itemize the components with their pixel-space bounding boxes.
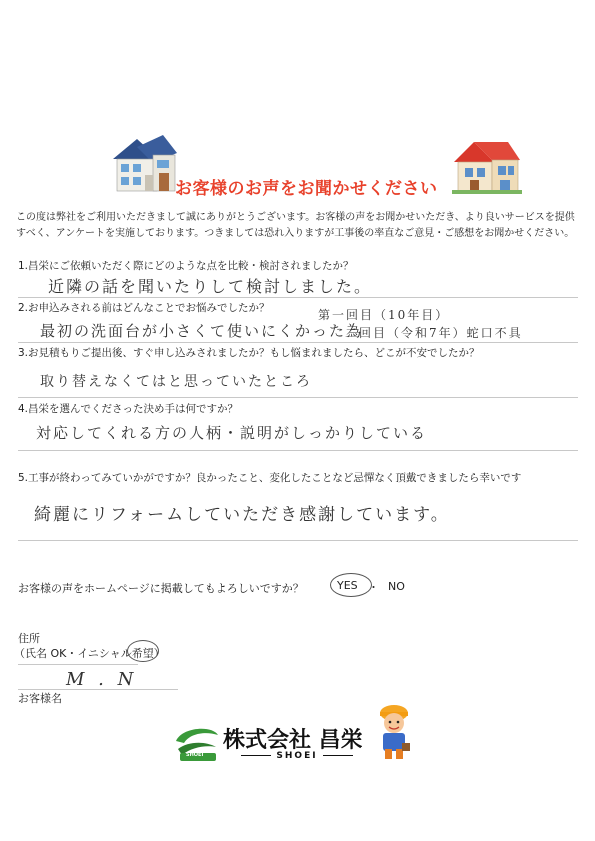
answer-3: 取り替えなくてはと思っていたところ [40,374,312,390]
company-romaji-text: SHOEI [276,751,318,761]
address-underline [18,664,138,665]
question-3: 3.お見積もりご提出後、すぐ申し込みされましたか？もし悩まれましたら、どこが不安でしたか？ [18,347,480,359]
mascot-worker-icon [374,703,414,763]
customer-initials: M . N [66,669,138,690]
divider [18,450,578,451]
name-option-text: （氏名 OK・イニシャル希望） [14,647,165,660]
address-label: 住所 [18,632,40,645]
yes-option: YES [337,579,358,592]
answer-1: 近隣の話を聞いたりして検討しました。 [48,277,373,296]
answer-2: 最初の洗面台が小さくて使いにくかった為 [40,322,364,340]
question-2: 2.お申込みされる前はどんなことでお悩みでしたか？ [18,302,270,314]
no-option: NO [388,580,405,593]
answer-4: 対応してくれる方の人柄・説明がしっかりしている [36,424,428,442]
question-1: 1.昌栄にご依頼いただく際にどのような点を比較・検討されましたか？ [18,260,354,272]
answer-2-note-1: 第一回目（10年目） [318,308,450,322]
answer-2-note-2: 二回目（令和7年）蛇口不具 [345,326,523,340]
permission-question: お客様の声をホームページに掲載してもよろしいですか？ [18,582,304,595]
intro-line-1: この度は弊社をご利用いただきまして誠にありがとうございます。お客様の声をお聞かせいただき、より良いサービスを提供 [16,212,575,223]
company-name: 株式会社 昌栄 [223,728,363,753]
page-title: お客様のお声をお聞かせください [175,179,438,199]
option-separator: ・ [368,581,379,594]
customer-name-label: お客様名 [18,692,62,705]
intro-line-2: すべく、アンケートを実施しております。つきましては恐れ入りますが工事後の率直なご意見・ご感想をお聞かせください。 [16,228,575,239]
company-romaji [222,751,372,761]
answer-5: 綺麗にリフォームしていただき感謝しています。 [34,505,450,525]
logo-small-text: SHOEI [186,752,204,758]
question-5: 5.工事が終わってみていかがですか？良かったこと、変化したことなど忌憚なく頂戴できましたら幸いです [18,472,522,484]
question-4: 4.昌栄を選んでくださった決め手は何ですか？ [18,403,239,415]
house-illustration-right [450,136,522,196]
intro-text [16,210,581,242]
divider [18,540,578,541]
divider [18,397,578,398]
house-illustration-left [107,133,179,195]
divider [18,297,578,298]
initials-circle [127,640,159,662]
divider [18,342,578,343]
